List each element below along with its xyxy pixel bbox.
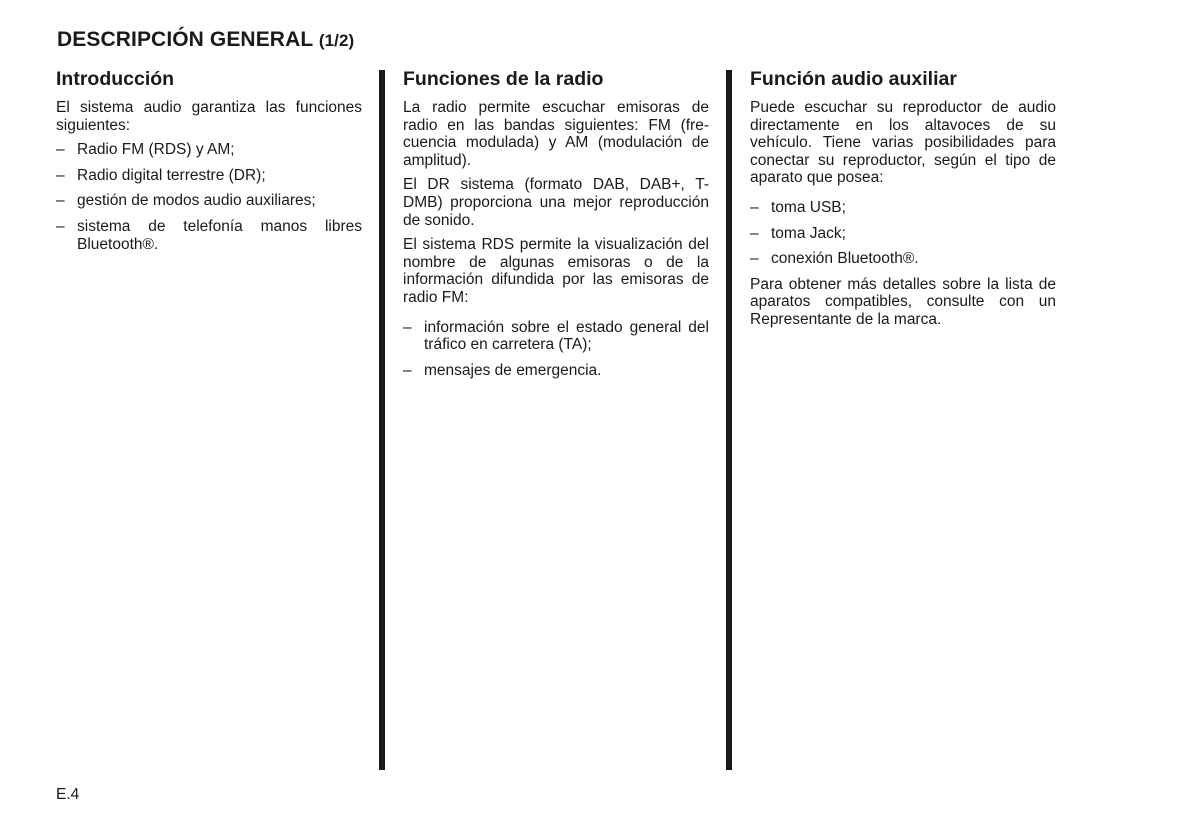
section-heading: Funciones de la radio [403, 68, 604, 90]
dash-bullet: – [750, 198, 759, 216]
dash-bullet: – [403, 361, 412, 379]
list-item-text: toma Jack; [771, 224, 846, 242]
paragraph: El sistema RDS permite la visualización del nombre de algunas emisoras o de la información difundida por las emisoras de radio FM: [403, 236, 709, 306]
list-item-text: conexión Bluetooth®. [771, 250, 919, 268]
bullet-list [56, 141, 362, 253]
list-item [403, 362, 709, 380]
paragraph: La radio permite escuchar emisoras de radio en las bandas siguientes: FM (frecuencia modulada) y AM (modulación de amplitud). [403, 99, 709, 169]
paragraph: El DR sistema (formato DAB, DAB+, T-DMB) proporciona una mejor reproducción de sonido. [403, 176, 709, 229]
dash-bullet: – [750, 250, 759, 268]
bullet-list [403, 319, 709, 380]
list-item [56, 141, 362, 159]
list-item [56, 218, 362, 253]
list-item-text: Radio digital terrestre (DR); [77, 166, 266, 184]
column-divider [379, 70, 385, 770]
section-funciones-radio [403, 68, 709, 387]
page-part-indicator: (1/2) [318, 31, 355, 50]
section-heading: Función audio auxiliar [750, 68, 957, 90]
dash-bullet: – [750, 224, 759, 242]
list-item-text: gestión de modos audio auxiliares; [77, 192, 316, 210]
dash-bullet: – [56, 217, 65, 235]
list-item-text: toma USB; [771, 198, 846, 216]
page-title [57, 28, 354, 52]
dash-bullet: – [403, 318, 412, 336]
page-number: E.4 [56, 786, 80, 803]
column-divider [726, 70, 732, 770]
dash-bullet: – [56, 166, 65, 184]
list-item-text: sistema de telefonía manos libres Bluetooth®. [77, 217, 362, 253]
dash-bullet: – [56, 141, 65, 159]
paragraph: Para obtener más detalles sobre la lista de aparatos compatibles, consulte con un Representante de la marca. [750, 275, 1056, 328]
list-item [750, 225, 1056, 243]
list-item [403, 319, 709, 354]
list-item [56, 192, 362, 210]
bullet-list [750, 199, 1056, 268]
paragraph: Puede escuchar su reproductor de audio directamente en los altavoces de su vehículo. Tiene varias posibilidades para conectar su reproductor, según el tipo de aparato que posea: [750, 99, 1056, 187]
list-item [56, 167, 362, 185]
section-introduccion [56, 68, 362, 261]
section-audio-auxiliar [750, 68, 1056, 336]
list-item [750, 250, 1056, 268]
list-item [750, 199, 1056, 217]
list-item-text: mensajes de emergencia. [424, 361, 602, 379]
section-heading: Introducción [56, 68, 175, 90]
paragraph: El sistema audio garantiza las funciones siguientes: [56, 99, 362, 134]
dash-bullet: – [56, 192, 65, 210]
page-title-text: DESCRIPCIÓN GENERAL [57, 28, 313, 51]
list-item-text: Radio FM (RDS) y AM; [77, 141, 235, 159]
list-item-text: información sobre el estado general del tráfico en carretera (TA); [424, 318, 709, 354]
